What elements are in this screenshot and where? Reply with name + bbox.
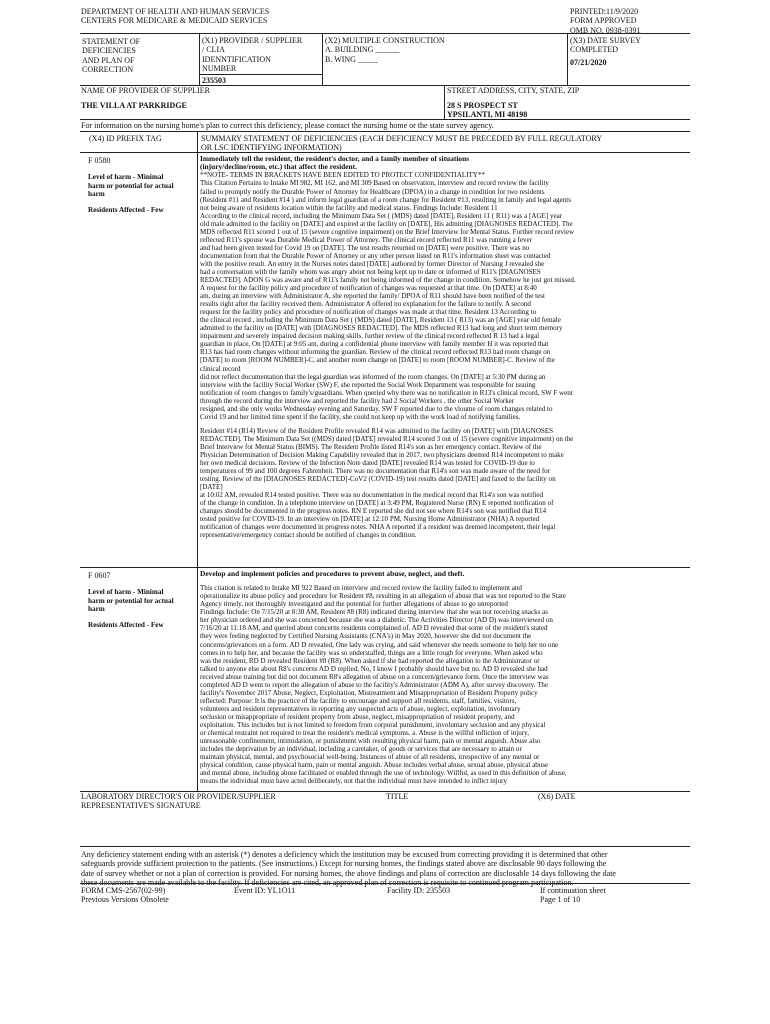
multiple-construction: (X2) MULTIPLE CONSTRUCTION A. BUILDING ______ B. WING _____ <box>325 36 445 64</box>
provider-name: THE VILLA AT PARKRIDGE <box>81 101 187 110</box>
residents-affected: Residents Affected - Few <box>88 621 164 630</box>
address-line1: 28 S PROSPECT ST <box>447 101 518 110</box>
info-line: For information on the nursing home's plan to correct this deficiency, please contact the nursing home or the state survey agency. <box>81 121 494 130</box>
date-label: (X6) DATE <box>538 792 576 801</box>
disclaimer: Any deficiency statement ending with an asterisk (*) denotes a deficiency which the institution may be excused from correcting providing it is determined that other safeguards provide sufficient protection to the patients. (See instructions.) Except for nursing homes, the findings stated above are disclosable 90 days following the date of survey whether or not a plan of correction is provided. For nursing homes, the above findings and plans of correction are disclosable 14 days following the date these documents are made available to the facility. If deficiencies are cited, an approved plan of correction is requisite to continued program participation. <box>81 850 616 888</box>
deficiency-text: **NOTE- TERMS IN BRACKETS HAVE BEEN EDITED TO PROTECT CONFIDENTIALITY** This Citation Pertains to Intake MI 982, MI 162, and MI 309 Based on observation, interview and record review the facility failed to promptly notify the Durable Power of Attorney for Healthcare (DPOA) in a change in condition for two residents (Resident #11 and Resident #14 ) and inform legal guardian of a room change for Resident #13, resulting in family and legal agents not being aware of residents location within the facility and medical status. Findings Include: Resident 11 According to the clinical record, including the Minimum Data Set ( (MDS) dated [DATE], Resident 11 ( R11) was a [AGE] year old male admitted to the facility on [DATE] and expired at the facility on [DATE], His admitting [DIAGNOSES REDACTED]. The MDS reflected R11 scored 1 out of 15 (severe cognitive impairment) on the Brief Interview for Mental Status. Further record review reflected R11's spouse was Durable Medical Power of Attorney. The clinical record reflected R11 was running a fever and had been given tested for Covid 19 on [DATE]. The test results returned on [DATE] were positive. There was no documentation from that the Durable Power of Attorney or any other person listed on R11's information sheet was contacted with the positive result. An entry in the Nurses notes dated [DATE] authored by former Director of Nursing J revealed she had a conversation with the family whom was angry about not being kept up to date or informed of R11's [DIAGNOSES REDACTED]. ADON G was aware and of R11's family not being informed of the change in condition. Somehow he just got missed. A request for the facility policy and procedure of notification of changes was requested at that time. On [DATE] at 8:40 am, during an interview with Administrator A, she reported the family/ DPOA of R11 should have been notified of the test results right after the facility received them. Administrator A offered no explanation for the failure to notify. A second request for the facility policy and procedure of notification of changes was made at that time. Resident 13 According to the clinical record , including the Minimum Data Set ( (MDS) dated [DATE], Resident 13 ( R13) was an [AGE] year old female admitted to the facility on [DATE] with [DIAGNOSES REDACTED]. The MDS reflected R13 had long and short term memory impairment and severely impaired decision making skills. further review of the clinical record reflected R 13 had a legal guardian in place. On [DATE] at 9:05 am, during a confidential phone interview with family member H it was reported that R13 has had room changes without informing the guardian. Review of the clinical record reflected R13 had room change on [DATE] to room [ROOM NUMBER]-C, and another room change on [DATE] to room [ROOM NUMBER]-C. Review of the clinical record did not reflect documentation that the legal guardian was informed of the room changes. On [DATE] at 5:30 PM during an interview with the facility Social Worker (SW) F, she reported the Social Work Department was responsible for issuing notification of room changes to family's/guardians. When queried why there was no notification in R13's clinical record, SW F went through the record during the interview and reported the facility had 2 Social Workers , the other Social Worker resigned, and she only works Wednesday evening and Saturday. SW F reported due to the vloume of room changes related to Covid 19 and her limited time spent if the facility, she could not keep up with the work load of notifying families. <box>200 171 576 421</box>
agency-line1: DEPARTMENT OF HEALTH AND HUMAN SERVICES <box>81 7 270 16</box>
residents-affected: Residents Affected - Few <box>88 206 164 215</box>
address-line2: YPSILANTI, MI 48198 <box>447 110 528 119</box>
deficiency-title: Develop and implement policies and procedures to prevent abuse, neglect, and theft. <box>200 569 465 578</box>
page-indicator: If continuation sheet Page 1 of 10 <box>540 886 606 905</box>
form-status <box>570 7 710 35</box>
col-summary: SUMMARY STATEMENT OF DEFICIENCIES (EACH DEFICIENCY MUST BE PRECEDED BY FULL REGULATORY OR LSC IDENTIFYING INFORMATION) <box>201 134 603 153</box>
tag-f0607: F 0607 <box>88 571 111 580</box>
deficiency-text: Resident #14 (R14) Review of the Resident Profile revealed R14 was admitted to the facility on [DATE] with [DIAGNOSES REDACTED]. The Minimum Data Set ((MDS) dated [DATE] revealed R14 scored 3 out of 15 (severe cognitive impairment) on the Brief Interview for Mental Status (BIMS). The Resident Profile listed R14's son as her emergency contact. Review of the Physician Determination of Decision Making Capability revealed that in 2017, two physicians deemed R14 incompetent to make her own medical decisions. Review of the Infection Note dated [DATE] revealed R14 was tested for COVID-19 due to temperatures of 99 and 100 degrees Fahrenheit. There was no documentation that R14's son was made aware of the need for testing. Review of the [DIAGNOSES REDACTED]-CoV2 (COVID-19) test results dated [DATE] and faxed to the facility on [DATE] at 10:02 AM, revealed R14 tested positive. There was no documentation in the medical record that R14's son was notified of the change in condition. In a telephone interview on [DATE] at 3:49 PM, Registered Nurse (RN) E reported notification of changes should be documented in the progress notes. RN E reported she did not see where R14's son was notified that R14 tested positive for COVID-19. In an interview on [DATE] at 12:10 PM, Nursing Home Administrator (NHA) A reported notification of changes were documented in progress notes. NHA A reported if a resident was deemed incompetent, their legal representative/emergency contact should be notified of changes in condition. <box>200 426 574 540</box>
deficiency-left-1 <box>88 571 194 630</box>
harm-level: Level of harm - Minimal harm or potential for actual harm <box>88 588 174 613</box>
omb-number: OMB NO. 0938-0391 <box>570 25 641 35</box>
col-id-prefix: (X4) ID PREFIX TAG <box>89 134 162 143</box>
deficiency-text: This citation is related to Intake MI 922 Based on interview and record review the facility failed to implement and operationalize its abuse policy and procedure for Resident #8, resulting in an allegation of abuse that was not reported to the State Agency timely, not thoroughly investigated and the potential for further allegations of abuse to go unreported Findings Include: On 7/15/20 at 8:30 AM, Resident #8 (R8) indicated during interview that she was not receiving snacks as her physician ordered and she was concerned because she was a diabetic. The Activities Director (AD D) was interviewed on 7/16/20 at 11:18 AM, and queried about concerns residents complained of. AD D revealed that some of the resident's stated they were feeling neglected by Certified Nursing Assistants (CNA's) in May 2020, however she did not document the concerns/grievances on a form. AD D revealed, One lady was crying, and said whenever she needs someone to help her no one comes in to help her, and because the facility was so understaffed, things are a little rough for everyone. When asked who was the resident, RD D revealed Resident #8 (R8). When asked if she had reported the allegation to the Administrator or talked to anyone else about R8's concerns AD D replied, No, I know I probably should have but no. AD D revealed she had received abuse training but did not document R8's allegation of abuse on a concern/grievance form. Once the interview was completed AD D went to report the allegation of abuse to the facility's Administrator (ADM A), after survey discovery. The facility's November 2017 Abuse, Neglect, Exploitation, Mistreatment and Misappropriation of Resident Property policy reflected: Purpose: It is the practice of the facility to encourage and support all residents, staff, families, visitors, volunteers and resident representatives in reporting any suspected acts of abuse, neglect, exploitation, involuntary seclusion or misappropriate of resident property from abuse, neglect, misappropriation of resident property, and exploitation. This includes but is not limited to freedom from corporal punishment, involuntary seclusion and any physical or chemical restraint not required to treat the resident's medical symptoms. a. Abuse is the willful infliction of injury, unreasonable confinement, intimidation, or punishment with resulting physical harm, pain or mental anguish. Abuse also includes the deprivation by an individual, including a caretaker, of goods or services that are necessary to attain or maintain physical, mental, and psychosocial well-being. Instances of abuse of all residents, irrespective of any mental or physical condition, cause physical harm, pain or mental anguish. Abuse includes verbal abuse, sexual abuse, physical abuse and mental abuse, including abuse facilitated or enabled through the use of technology. Willful, as used in this definition of abuse, means the individual must have acted deliberately, not that the individual must have intended to inflict injury <box>200 584 567 786</box>
agency-line2: CENTERS FOR MEDICARE & MEDICAID SERVICES <box>81 16 268 26</box>
signature-label: LABORATORY DIRECTOR'S OR PROVIDER/SUPPLIER REPRESENTATIVE'S SIGNATURE <box>81 792 276 811</box>
address-label: STREET ADDRESS, CITY, STATE, ZIP <box>447 86 580 95</box>
event-id: Event ID: YL1O11 <box>234 886 296 895</box>
survey-date-value: 07/21/2020 <box>570 58 607 67</box>
printed-date: PRINTED:11/9/2020 <box>570 7 639 16</box>
provider-id-value: 235503 <box>202 76 226 85</box>
facility-id: Facility ID: 235503 <box>387 886 451 895</box>
agency-header <box>81 7 269 26</box>
form-number: FORM CMS-2567(02-99) Previous Versions Obsolete <box>81 886 169 905</box>
deficiency-body-0 <box>200 155 690 540</box>
deficiency-body-1 <box>200 570 690 785</box>
deficiency-title: Immediately tell the resident, the resident's doctor, and a family member of situations (injury/decline/room, etc.) that affect the resident. <box>200 154 470 172</box>
survey-date-label: (X3) DATE SURVEY COMPLETED <box>570 36 641 55</box>
provider-id-label: (X1) PROVIDER / SUPPLIER / CLIA IDENNTIFICATION NUMBER <box>202 36 303 74</box>
harm-level: Level of harm - Minimal harm or potential for actual harm <box>88 173 174 198</box>
deficiency-left-0 <box>88 156 194 215</box>
provider-name-label: NAME OF PROVIDER OF SUPPLIER <box>81 86 210 95</box>
statement-label: STATEMENT OF DEFICIENCIES AND PLAN OF CORRECTION <box>82 37 141 75</box>
form-approved: FORM APPROVED <box>570 16 637 26</box>
tag-f0580: F 0580 <box>88 156 111 165</box>
title-label: TITLE <box>386 792 409 801</box>
